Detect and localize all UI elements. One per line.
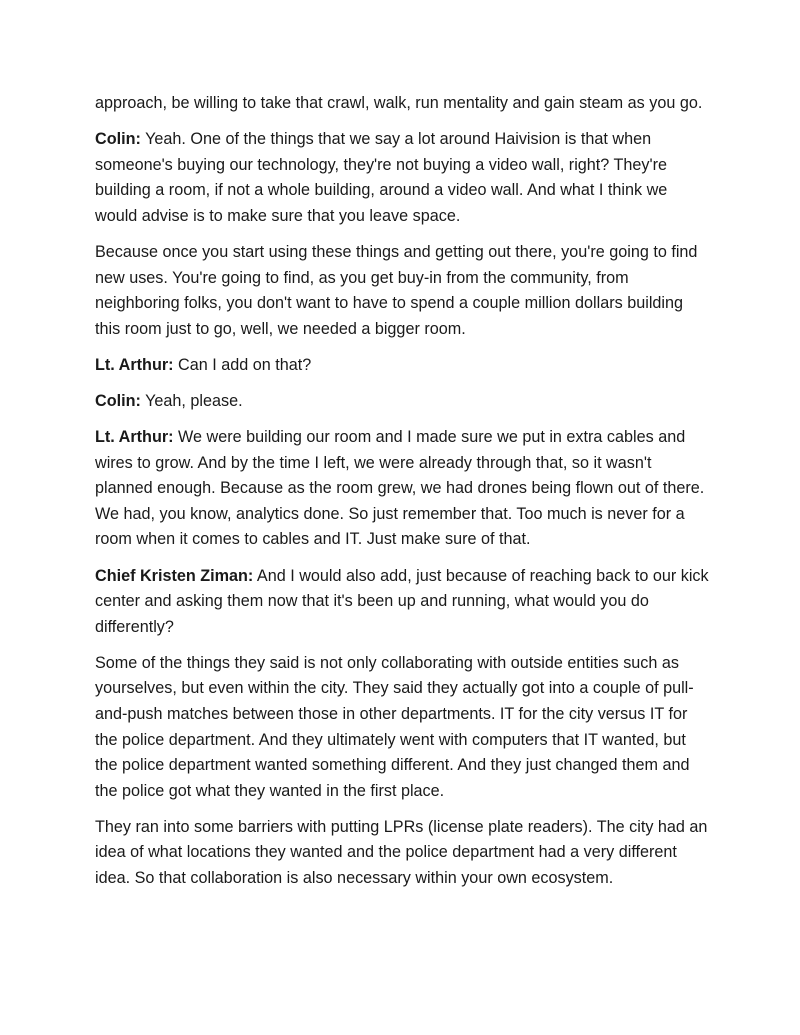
paragraph-5 bbox=[95, 389, 710, 415]
paragraph-3 bbox=[95, 240, 710, 342]
paragraph-text: Can I add on that? bbox=[173, 355, 312, 374]
paragraph-2 bbox=[95, 127, 710, 229]
speaker-label: Lt. Arthur: bbox=[95, 428, 174, 447]
paragraph-text: Some of the things they said is not only collaborating with outside entities such as yourselves, but even within the city. They said they actually got into a couple of pull-and-push matches between those in other departments. IT for the city versus IT for the police department. And they ultimately went with computers that IT wanted, but the police department wanted something different. And they just changed them and the police got what they wanted in the first place. bbox=[95, 653, 694, 800]
speaker-label: Colin: bbox=[95, 130, 141, 149]
paragraph-text: They ran into some barriers with putting LPRs (license plate readers). The city had an idea of what locations they wanted and the police department had a very different idea. So that collaboration is also necessary within your own ecosystem. bbox=[95, 817, 708, 888]
paragraph-1 bbox=[95, 91, 710, 117]
paragraph-6 bbox=[95, 425, 710, 553]
paragraph-text: Yeah, please. bbox=[140, 391, 243, 410]
speaker-label: Colin: bbox=[95, 391, 141, 410]
paragraph-text: Because once you start using these things and getting out there, you're going to find new uses. You're going to find, as you get buy-in from the community, from neighboring folks, you don't want to have to spend a couple million dollars building this room just to go, well, we needed a bigger room. bbox=[95, 242, 698, 338]
paragraph-7 bbox=[95, 564, 710, 641]
paragraph-9 bbox=[95, 815, 710, 892]
speaker-label: Lt. Arthur: bbox=[95, 355, 174, 374]
speaker-label: Chief Kristen Ziman: bbox=[95, 566, 254, 585]
paragraph-8 bbox=[95, 651, 710, 805]
paragraph-text: approach, be willing to take that crawl, walk, run mentality and gain steam as you go. bbox=[95, 94, 703, 112]
paragraph-text: And I would also add, just because of reaching back to our kick center and asking them now that it's been up and running, what would you do differently? bbox=[95, 566, 709, 636]
paragraph-text: Yeah. One of the things that we say a lot around Haivision is that when someone's buying our technology, they're not buying a video wall, right? They're building a room, if not a whole building, around a video wall. And what I think we would advise is to make sure that you leave space. bbox=[95, 130, 668, 225]
paragraph-text: We were building our room and I made sure we put in extra cables and wires to grow. And by the time I left, we were already through that, so it wasn't planned enough. Because as the room grew, we had drones being flown out of there. We had, you know, analytics done. So just remember that. Too much is never for a room when it comes to cables and IT. Just make sure of that. bbox=[95, 428, 705, 549]
paragraph-4 bbox=[95, 353, 710, 379]
transcript-page bbox=[95, 91, 710, 902]
